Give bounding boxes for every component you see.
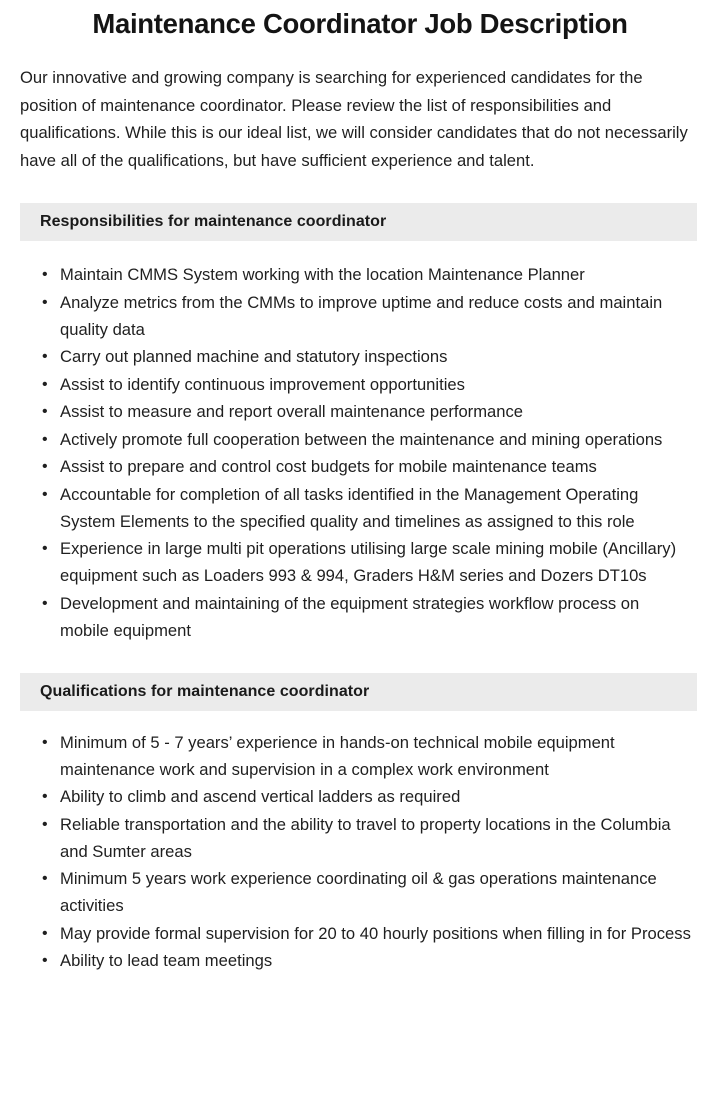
section-header-responsibilities-label: Responsibilities for maintenance coordinator: [40, 213, 387, 230]
list-item: • Accountable for completion of all tasks identified in the Management Operating System Elements to the specified quality and timelines as assigned to this role: [0, 481, 692, 535]
list-item: • Minimum 5 years work experience coordinating oil & gas operations maintenance activities: [0, 865, 692, 919]
section-header-qualifications: [20, 673, 697, 711]
list-item: • May provide formal supervision for 20 to 40 hourly positions when filling in for Process: [0, 920, 692, 947]
responsibilities-list: [0, 241, 720, 644]
list-item: • Assist to measure and report overall maintenance performance: [0, 398, 692, 425]
list-item: • Maintain CMMS System working with the location Maintenance Planner: [0, 261, 692, 288]
qualifications-list: [0, 711, 720, 975]
list-item: • Experience in large multi pit operations utilising large scale mining mobile (Ancillary) equipment such as Loaders 993 & 994, Graders H&M series and Dozers DT10s: [0, 535, 692, 589]
list-item: • Analyze metrics from the CMMs to improve uptime and reduce costs and maintain quality data: [0, 289, 692, 343]
list-item: • Actively promote full cooperation between the maintenance and mining operations: [0, 426, 692, 453]
intro-paragraph: Our innovative and growing company is searching for experienced candidates for the position of maintenance coordinator. Please review the list of responsibilities and qualifications. While this is our ideal list, we will consider candidates that do not necessarily have all of the qualifications, but have sufficient experience and talent.: [20, 68, 688, 170]
list-item: • Development and maintaining of the equipment strategies workflow process on mobile equipment: [0, 590, 692, 644]
section-header-qualifications-label: Qualifications for maintenance coordinator: [40, 682, 370, 700]
list-item: • Assist to prepare and control cost budgets for mobile maintenance teams: [0, 453, 692, 480]
list-item: • Ability to lead team meetings: [0, 947, 692, 974]
section-header-responsibilities: [20, 203, 697, 241]
list-item: • Assist to identify continuous improvement opportunities: [0, 371, 692, 398]
list-item: • Minimum of 5 - 7 years’ experience in hands-on technical mobile equipment maintenance work and supervision in a complex work environment: [0, 729, 692, 783]
list-item: • Carry out planned machine and statutory inspections: [0, 343, 692, 370]
list-item: • Reliable transportation and the ability to travel to property locations in the Columbia and Sumter areas: [0, 811, 692, 865]
page-title: Maintenance Coordinator Job Description: [92, 8, 628, 39]
list-item: • Ability to climb and ascend vertical ladders as required: [0, 783, 692, 810]
